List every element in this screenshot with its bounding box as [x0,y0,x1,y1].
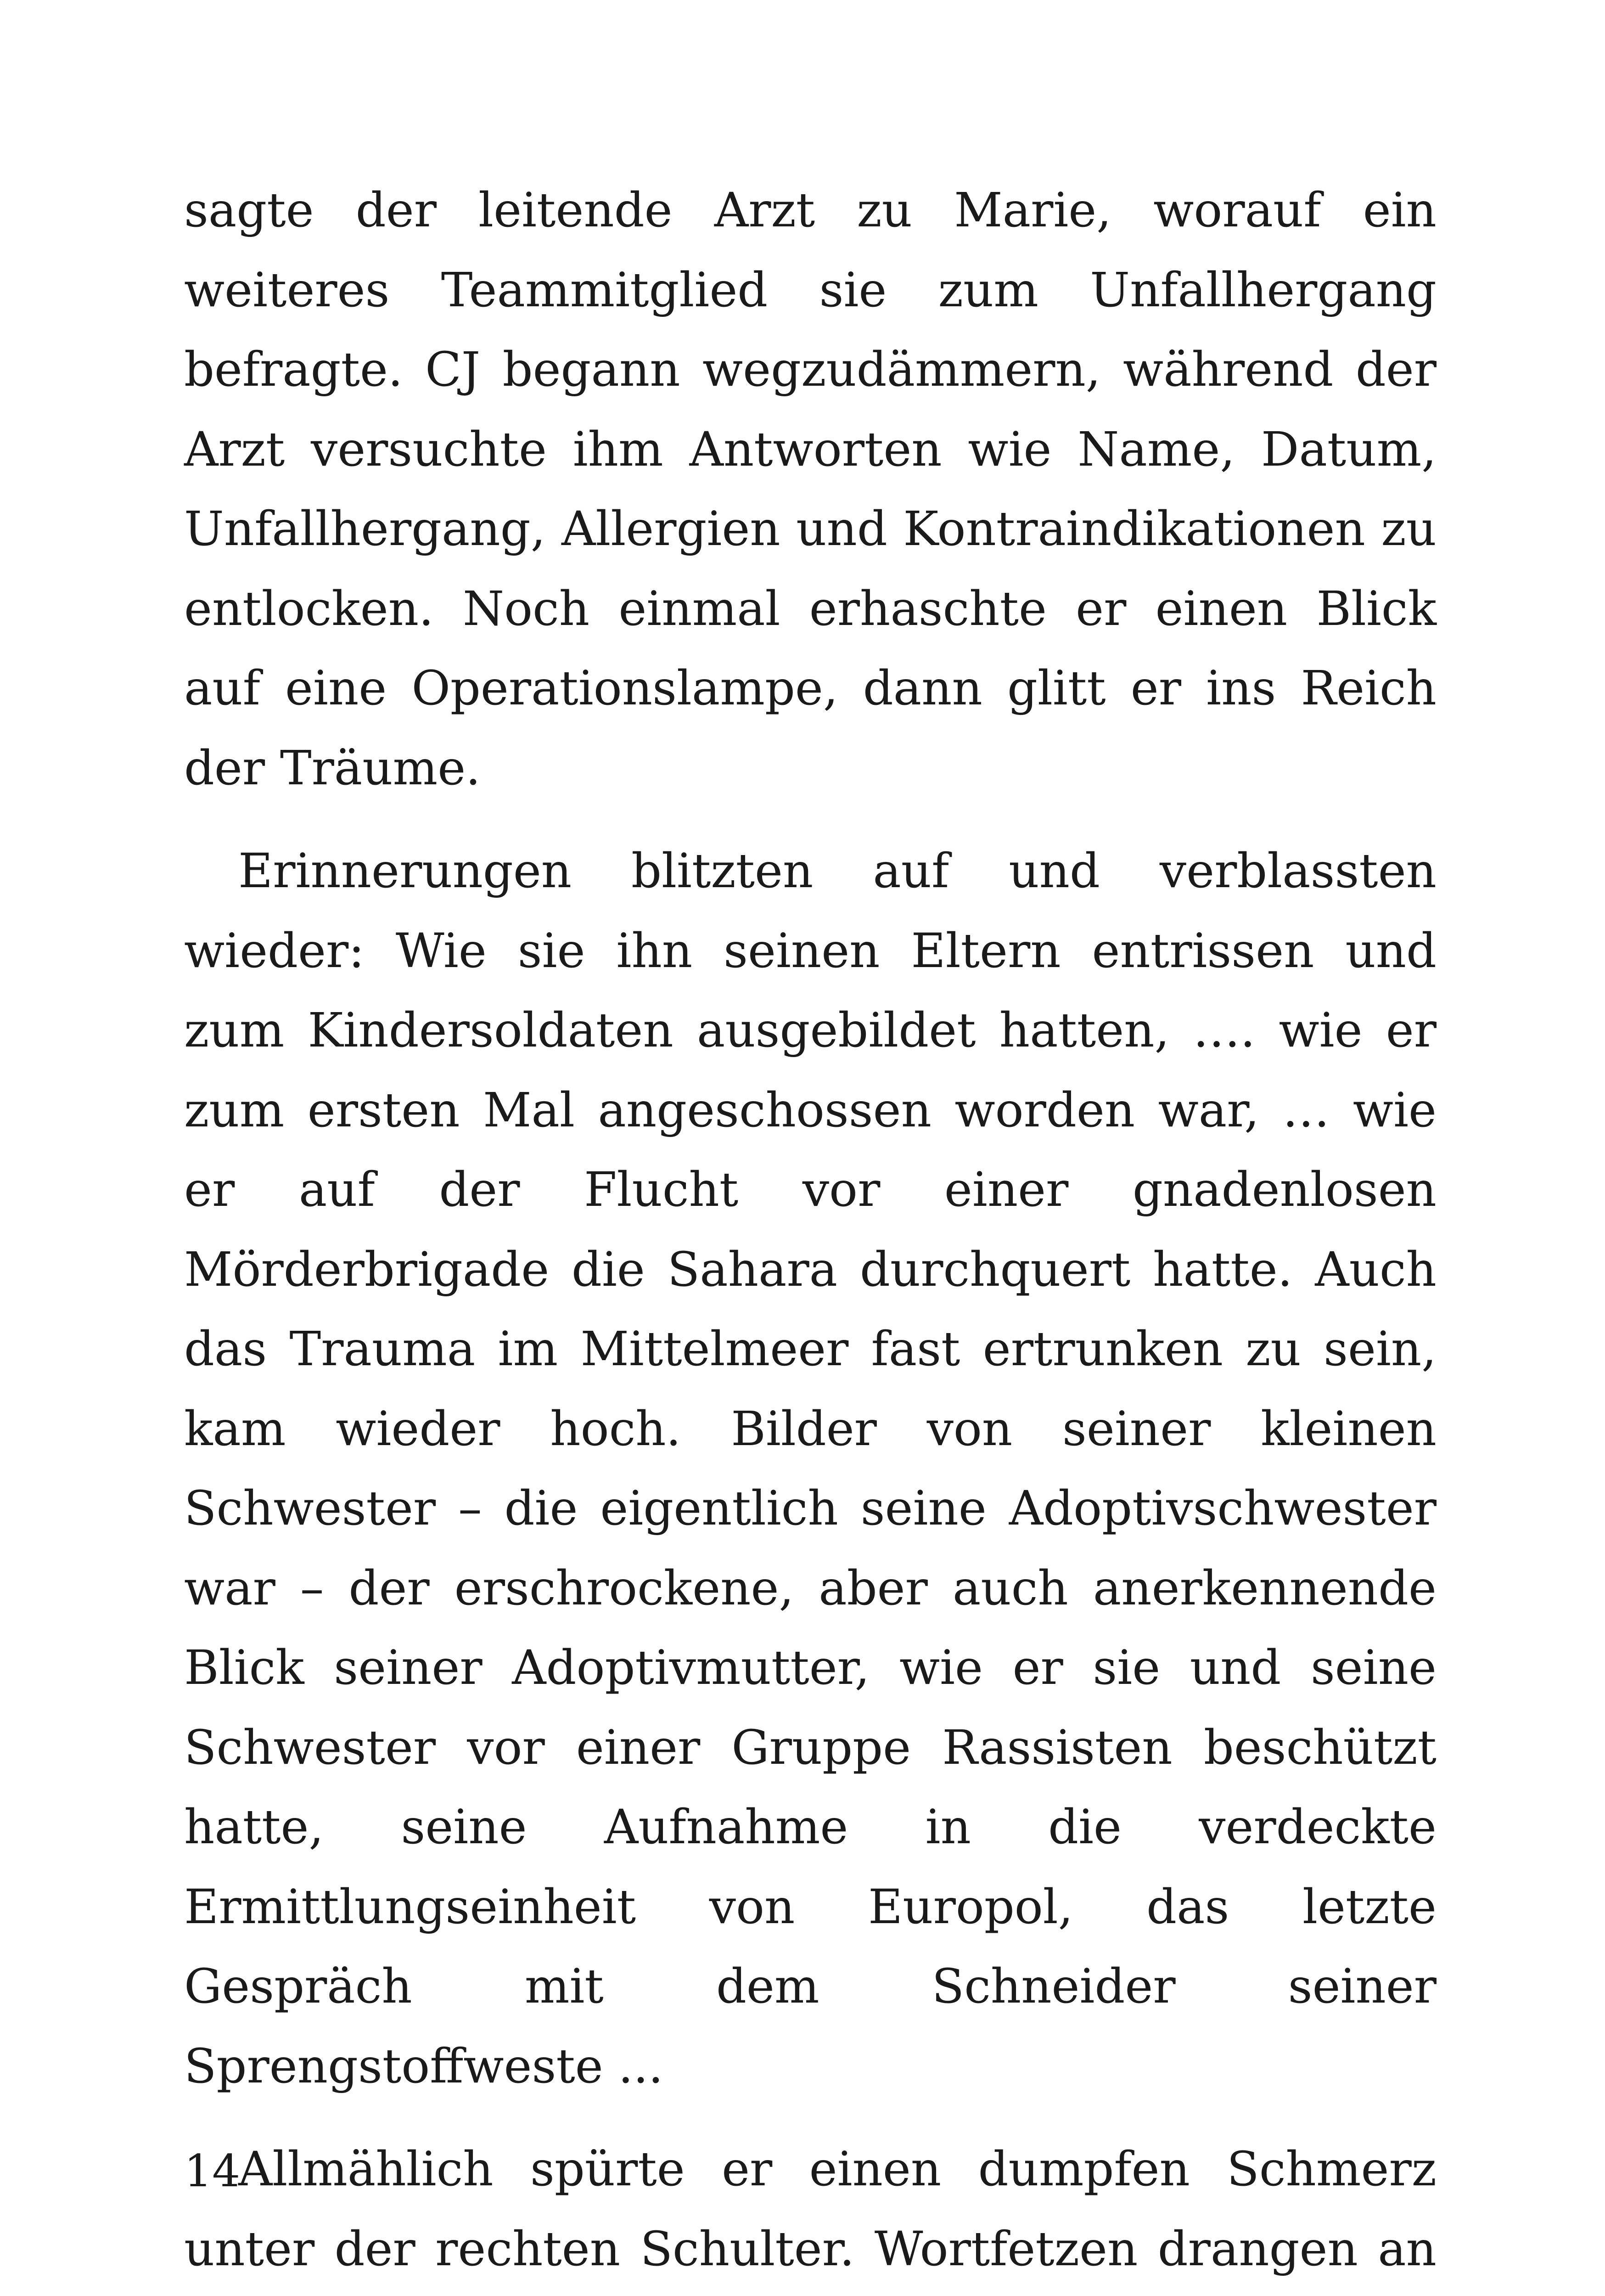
paragraph-3: Allmählich spürte er einen dumpfen Schmerz unter der rechten Schulter. Wortfetzen drangen an [184,2142,1437,2277]
body-text [184,171,1437,2296]
paragraph-1: sagte der leitende Arzt zu Marie, worauf ein weiteres Teammitglied sie zum Unfallhergang befragte. CJ begann wegzudämmern, während der Arzt versuchte ihm Antworten wie Name, Datum, Unfallhergang, Allergien und Kontraindikationen zu entlocken. Noch einmal erhaschte er einen Blick auf eine Operationslampe, dann glitt er ins Reich der Träume. [184,183,1437,796]
page-number: 14 [184,2145,241,2197]
paragraph-2: Erinnerungen blitzten auf und verblassten wieder: Wie sie ihn seinen Eltern entrissen und zum Kindersoldaten ausgebildet hatten, …. wie er zum ersten Mal angeschossen worden war, … wie er auf der Flucht vor einer gnadenlosen Mörderbrigade die Sahara durchquert hatte. Auch das Trauma im Mittelmeer fast ertrunken zu sein, kam wieder hoch. Bilder von seiner kleinen Schwester – die eigentlich seine Adoptivschwester war – der erschrockene, aber auch anerkennende Blick seiner Adoptivmutter, wie er sie und seine Schwester vor einer Gruppe Rassisten beschützt hatte, seine Aufnahme in die verdeckte Ermittlungseinheit von Europol, das letzte Gespräch mit dem Schneider seiner Sprengstoffweste ... [184,844,1437,2094]
